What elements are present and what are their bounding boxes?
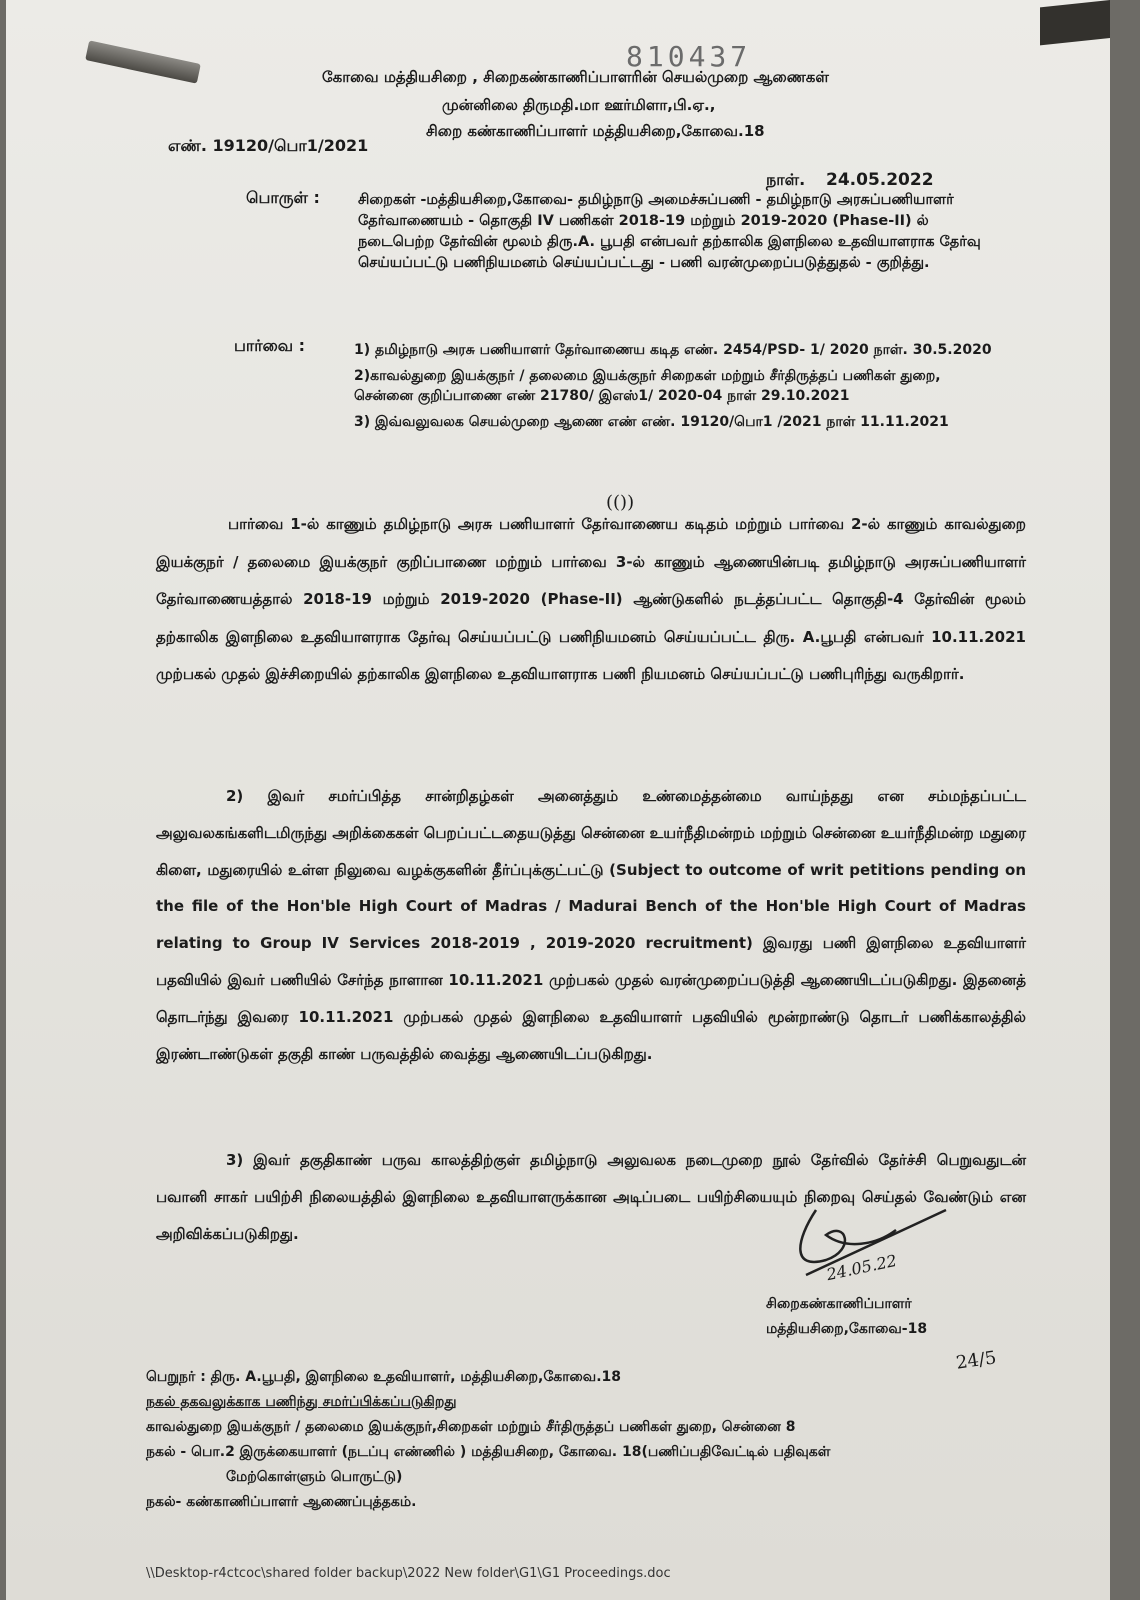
paragraph-2: 2) இவர் சமர்ப்பித்த சான்றிதழ்கள் அனைத்தும் உண்மைத்தன்மை வாய்ந்தது என சம்மந்தப்பட்ட அலுவலகங்களிடமிருந்து அறிக்கைகள் பெறப்பட்டதையடுத்து சென்னை உயர்நீதிமன்றம் மற்றும் சென்னை உயர்நீதிமன்ற மதுரை கிளை, மதுரையில் உள்ள நிலுவை வழக்குகளின் தீர்ப்புக்குட்பட்டு (Subject to outcome of writ petitions pending on the file of the Hon'ble High Court of Madras / Madurai Bench of the Hon'ble High Court of Madras relating to Group IV Services 2018-2019 , 2019-2020 recruitment) இவரது பணி இளநிலை உதவியாளர் பதவியில் இவர் பணியில் சேர்ந்த நாளான 10.11.2021 முற்பகல் முதல் வரன்முறைப்படுத்தி ஆணையிடப்படுகிறது. இதனைத் தொடர்ந்து இவரை 10.11.2021 முற்பகல் முதல் இளநிலை உதவியாளர் பதவியில் மூன்றாண்டு தொடர் பணிக்காலத்தில் இரண்டாண்டுகள் தகுதி காண் பருவத்தில் வைத்து ஆணையிடப்படுகிறது.: [156, 787, 1026, 1063]
footer-distribution: [146, 1365, 1046, 1515]
handwritten-initials: 24/5: [954, 1347, 998, 1374]
date-value: 24.05.2022: [826, 170, 934, 190]
copy-to-line-3: மேற்கொள்ளும் பொருட்டு): [226, 1469, 403, 1485]
dark-corner: [1040, 0, 1110, 45]
date-label: நாள்.: [766, 170, 806, 189]
signatory-title: சிறைகண்காணிப்பாளர்: [766, 1296, 912, 1312]
reference-item-1: 1) தமிழ்நாடு அரசு பணியாளர் தேர்வாணைய கடித எண். 2454/PSD- 1/ 2020 நாள். 30.5.2020: [354, 342, 992, 358]
subject-label: பொருள் :: [246, 188, 320, 207]
signatory-place: மத்தியசிறை,கோவை-18: [766, 1321, 928, 1337]
references-label: பார்வை :: [234, 336, 306, 355]
file-path-footer: \\Desktop-r4ctcoc\shared folder backup\2022 New folder\G1\G1 Proceedings.doc: [146, 1566, 671, 1581]
document-page: [6, 0, 1110, 1600]
subject-text: சிறைகள் -மத்தியசிறை,கோவை- தமிழ்நாடு அமைச்சுப்பணி - தமிழ்நாடு அரசுப்பணியாளர் தேர்வாணையம் - தொகுதி IV பணிகள் 2018-19 மற்றும் 2019-2020 (Phase-II) ல் நடைபெற்ற தேர்வின் மூலம் திரு.A. பூபதி என்பவர் தற்காலிக இளநிலை உதவியாளராக தேர்வு செய்யப்பட்டு பணிநியமனம் செய்யப்பட்டது - பணி வரன்முறைப்படுத்துதல் - குறித்து.: [358, 192, 981, 271]
staple-mark: [85, 40, 201, 83]
copy-line: நகல் தகவலுக்காக பணிந்து சமர்ப்பிக்கப்படுகிறது: [146, 1394, 457, 1410]
section-symbol: (()): [606, 492, 635, 513]
recipient-line: பெறுநர் : திரு. A.பூபதி, இளநிலை உதவியாளர், மத்தியசிறை,கோவை.18: [146, 1369, 622, 1385]
copy-to-line-2: நகல் - பொ.2 இருக்கையாளர் (நடப்பு எண்ணில் ) மத்தியசிறை, கோவை. 18(பணிப்பதிவேட்டில் பதிவுகள்: [146, 1444, 831, 1460]
header-line-2: முன்னிலை திருமதி.மா ஊர்மிளா,பி.ஏ.,: [442, 96, 716, 114]
reference-item-2: 2)காவல்துறை இயக்குநர் / தலைமை இயக்குநர் சிறைகள் மற்றும் சீர்திருத்தப் பணிகள் துறை, சென்னை குறிப்பாணை எண் 21780/ இஎஸ்1/ 2020-04 நாள் 29.10.2021: [354, 368, 941, 404]
signature-block: [766, 1292, 927, 1342]
header-line-1: கோவை மத்தியசிறை , சிறைகண்காணிப்பாளரின் செயல்முறை ஆணைகள்: [322, 68, 829, 86]
copy-to-line-1: காவல்துறை இயக்குநர் / தலைமை இயக்குநர்,சிறைகள் மற்றும் சீர்திருத்தப் பணிகள் துறை, சென்னை 8: [146, 1419, 796, 1435]
paragraph-3: 3) இவர் தகுதிகாண் பருவ காலத்திற்குள் தமிழ்நாடு அலுவலக நடைமுறை நூல் தேர்வில் தேர்ச்சி பெறுவதுடன் பவானி சாகர் பயிற்சி நிலையத்தில் இளநிலை உதவியாளருக்கான அடிப்படை பயிற்சியையும் நிறைவு செய்தல் வேண்டும் என அறிவிக்கப்படுகிறது.: [156, 1151, 1026, 1243]
copy-to-line-4: நகல்- கண்காணிப்பாளர் ஆணைப்புத்தகம்.: [146, 1494, 417, 1510]
references-list: [354, 340, 994, 438]
reference-number: எண். 19120/பொ1/2021: [168, 136, 369, 155]
paragraph-1: பார்வை 1-ல் காணும் தமிழ்நாடு அரசு பணியாளர் தேர்வாணைய கடிதம் மற்றும் பார்வை 2-ல் காணும் காவல்துறை இயக்குநர் / தலைமை இயக்குநர் குறிப்பாணை மற்றும் பார்வை 3-ல் காணும் ஆணையின்படி தமிழ்நாடு அரசுப்பணியாளர் தேர்வாணையத்தால் 2018-19 மற்றும் 2019-2020 (Phase-II) ஆண்டுகளில் நடத்தப்பட்ட தொகுதி-4 தேர்வின் மூலம் தற்காலிக இளநிலை உதவியாளராக தேர்வு செய்யப்பட்டு பணிநியமனம் செய்யப்பட்ட திரு. A.பூபதி என்பவர் 10.11.2021 முற்பகல் முதல் இச்சிறையில் தற்காலிக இளநிலை உதவியாளராக பணி நியமனம் செய்யப்பட்டு பணிபுரிந்து வருகிறார்.: [156, 515, 1026, 683]
reference-item-3: 3) இவ்வலுவலக செயல்முறை ஆணை எண் எண். 19120/பொ1 /2021 நாள் 11.11.2021: [354, 414, 949, 430]
header-line-3: சிறை கண்காணிப்பாளர் மத்தியசிறை,கோவை.18: [426, 122, 765, 140]
document-stamp-number: 810437: [626, 40, 752, 73]
signature-date: 24.05.22: [824, 1250, 899, 1285]
